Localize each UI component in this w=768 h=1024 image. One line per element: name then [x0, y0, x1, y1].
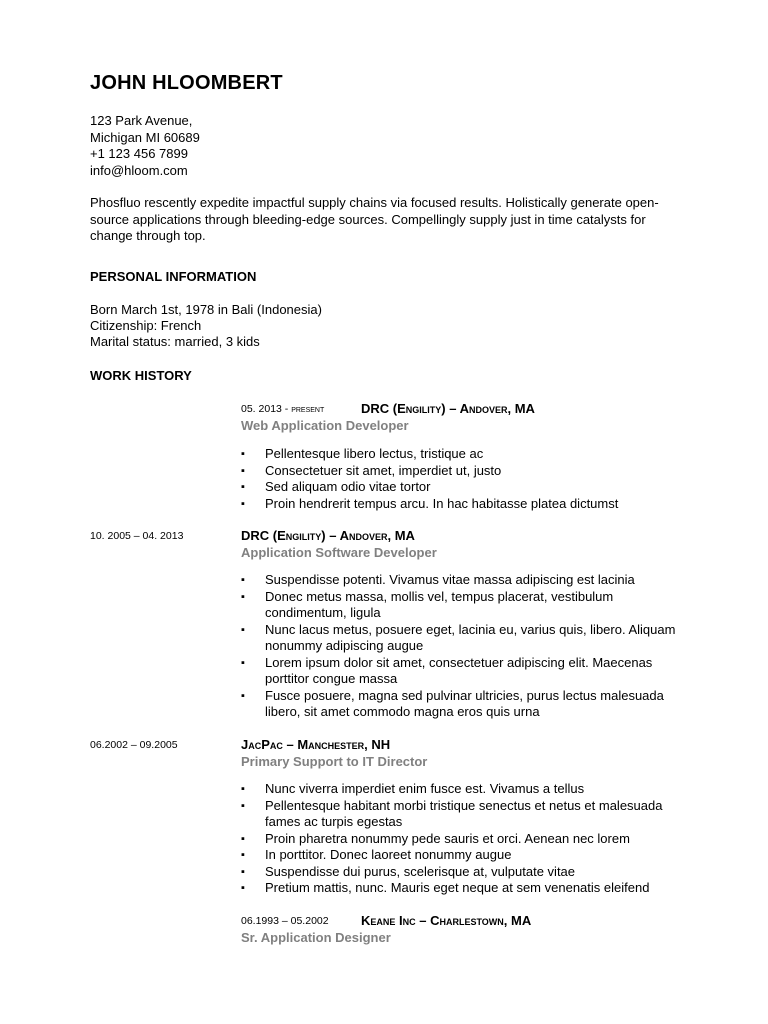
job-employer: DRC (Engility) – Andover, MA	[241, 528, 415, 543]
marital-status-info: Marital status: married, 3 kids	[90, 334, 260, 349]
duty-item: ▪ In porttitor. Donec laoreet nonummy augue	[241, 847, 681, 864]
duty-item: ▪ Nunc viverra imperdiet enim fusce est. Vivamus a tellus	[241, 781, 681, 798]
job-date: 06.1993 – 05.2002	[241, 915, 329, 927]
job-role: Web Application Developer	[241, 418, 409, 433]
duty-item: ▪ Pretium mattis, nunc. Mauris eget neque at sem venenatis eleifend	[241, 880, 681, 897]
job-date-start: 05. 2013 -	[241, 403, 292, 415]
duty-item: ▪ Donec metus massa, mollis vel, tempus placerat, vestibulum condimentum, ligula	[241, 589, 681, 622]
duty-item: ▪ Lorem ipsum dolor sit amet, consectetuer adipiscing elit. Maecenas porttitor congue massa	[241, 655, 681, 688]
job-employer: DRC (Engility) – Andover, MA	[361, 401, 535, 416]
job-duties	[241, 446, 681, 512]
phone-number: +1 123 456 7899	[90, 146, 188, 161]
address-street: 123 Park Avenue,	[90, 113, 193, 128]
job-date: 06.2002 – 09.2005	[90, 739, 178, 751]
address-city: Michigan MI 60689	[90, 129, 200, 145]
duty-item: ▪ Proin hendrerit tempus arcu. In hac habitasse platea dictumst	[241, 496, 681, 513]
duty-item: ▪ Sed aliquam odio vitae tortor	[241, 479, 681, 496]
job-role: Application Software Developer	[241, 545, 437, 560]
applicant-name: JOHN HLOOMBERT	[90, 72, 283, 94]
contact-block	[90, 113, 200, 179]
work-history-heading: WORK HISTORY	[90, 368, 192, 383]
job-date	[241, 403, 324, 415]
duty-item: ▪ Pellentesque habitant morbi tristique senectus et netus et malesuada fames ac turpis egestas	[241, 798, 681, 831]
email-address: info@hloom.com	[90, 162, 188, 178]
duty-item: ▪ Consectetuer sit amet, imperdiet ut, justo	[241, 463, 681, 480]
duty-item: ▪ Suspendisse dui purus, scelerisque at, vulputate vitae	[241, 864, 681, 881]
duty-item: ▪ Fusce posuere, magna sed pulvinar ultricies, purus lectus malesuada libero, sit amet commodo magna eros quis urna	[241, 688, 681, 721]
job-role: Sr. Application Designer	[241, 930, 391, 945]
personal-info-heading: PERSONAL INFORMATION	[90, 269, 257, 284]
citizenship-info: Citizenship: French	[90, 318, 202, 333]
duty-item: ▪ Suspendisse potenti. Vivamus vitae massa adipiscing est lacinia	[241, 572, 681, 589]
duty-item: ▪ Proin pharetra nonummy pede sauris et orci. Aenean nec lorem	[241, 831, 681, 848]
job-duties	[241, 572, 681, 721]
job-employer: Keane Inc – Charlestown, MA	[361, 913, 532, 928]
job-duties	[241, 781, 681, 897]
job-role: Primary Support to IT Director	[241, 754, 428, 769]
job-employer: JacPac – Manchester, NH	[241, 737, 391, 752]
birth-info: Born March 1st, 1978 in Bali (Indonesia)	[90, 302, 322, 317]
job-date: 10. 2005 – 04. 2013	[90, 530, 184, 542]
duty-item: ▪ Pellentesque libero lectus, tristique ac	[241, 446, 681, 463]
duty-item: ▪ Nunc lacus metus, posuere eget, lacinia eu, varius quis, libero. Aliquam nonummy adipiscing augue	[241, 622, 681, 655]
profile-summary: Phosfluo rescently expedite impactful supply chains via focused results. Holistically generate open-source applications through bleeding-edge sources. Compellingly supply just in time catalysts for change through top.	[90, 195, 659, 243]
personal-info	[90, 302, 322, 350]
job-date-end: present	[291, 403, 325, 415]
